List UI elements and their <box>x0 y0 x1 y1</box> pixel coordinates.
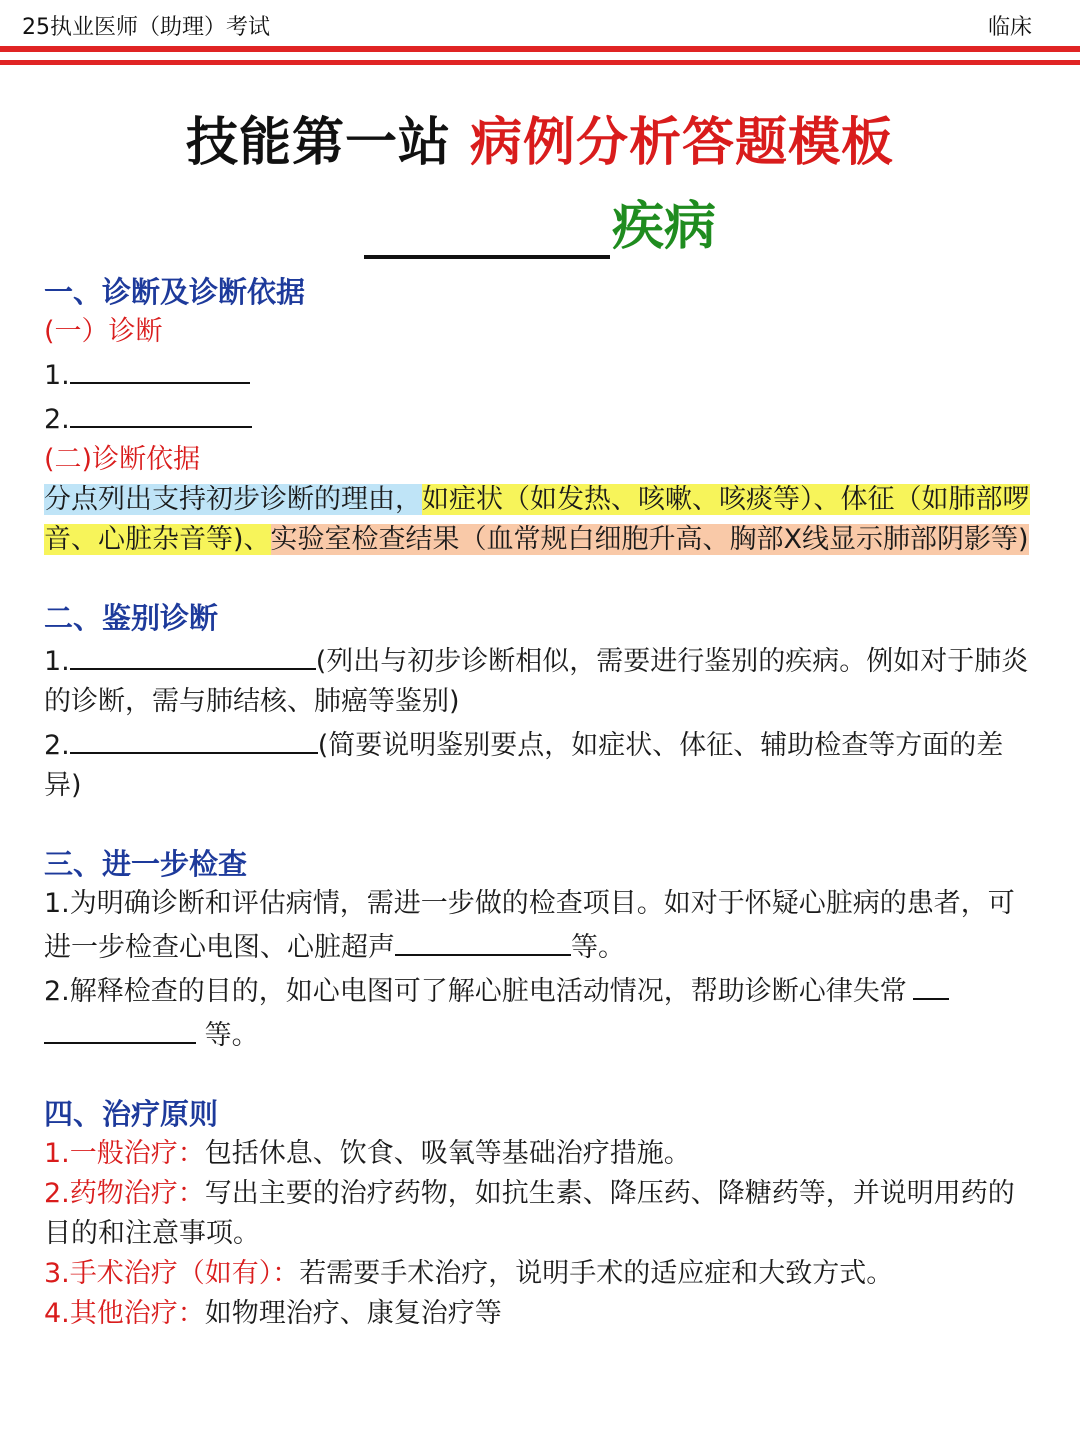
treatment-item-1 <box>44 1134 1036 1174</box>
subject-label: 临床 <box>987 15 1032 40</box>
treatment-item-2-label: 2.药物治疗： <box>44 1178 205 1209</box>
exam-item-2-end: 等。 <box>196 1020 259 1051</box>
title-part2: 病例分析答题模板 <box>470 113 895 173</box>
exam-item-2 <box>44 968 1036 1056</box>
subtitle-disease: 疾病 <box>611 197 716 257</box>
exam-item-2-text: 2.解释检查的目的，如心电图可了解心脏电活动情况，帮助诊断心律失常 <box>44 976 907 1007</box>
differential-item-1 <box>44 638 1036 722</box>
diagnosis-blank-1 <box>70 352 250 384</box>
diagnosis-item-1 <box>44 352 1036 396</box>
differential-blank-2 <box>70 722 318 754</box>
treatment-item-2-text: 写出主要的治疗药物，如抗生素、降压药、降糖药等，并说明用药的目的和注意事项。 <box>44 1178 1015 1249</box>
section3-heading: 三、进一步检查 <box>44 847 248 881</box>
exam-item-1-end: 等。 <box>571 932 625 963</box>
diagnosis-item-2 <box>44 396 1036 440</box>
differential-item-2-text: (简要说明鉴别要点，如症状、体征、辅助检查等方面的差异) <box>44 730 1004 801</box>
exam-label: 25执业医师（助理）考试 <box>22 15 270 40</box>
basis-highlight-orange: 实验室检查结果（血常规白细胞升高、胸部X线显示肺部阴影等) <box>270 524 1029 555</box>
section4-heading: 四、治疗原则 <box>44 1097 219 1131</box>
header-bar <box>0 0 1080 46</box>
section1-heading: 一、诊断及诊断依据 <box>44 275 306 309</box>
treatment-item-4-text: 如物理治疗、康复治疗等 <box>204 1298 502 1329</box>
treatment-item-3 <box>44 1254 1036 1294</box>
differential-item-1-text: (列出与初步诊断相似，需要进行鉴别的疾病。例如对于肺炎的诊断，需与肺结核、肺癌等鉴别) <box>44 646 1029 717</box>
treatment-item-4 <box>44 1294 1036 1334</box>
title-part1: 技能第一站 <box>185 113 471 173</box>
exam-blank-2b <box>44 1012 196 1044</box>
section1-sub2: (二)诊断依据 <box>44 444 201 475</box>
exam-blank-2a <box>913 968 949 1000</box>
diagnosis-basis <box>44 480 1036 560</box>
header-rule-top <box>0 46 1080 52</box>
template-content <box>44 272 1036 1334</box>
treatment-item-3-text: 若需要手术治疗，说明手术的适应症和大致方式。 <box>299 1258 894 1289</box>
diagnosis-item-2-num: 2. <box>44 404 70 435</box>
differential-item-2 <box>44 722 1036 806</box>
section1-sub1: (一）诊断 <box>44 316 163 347</box>
exam-item-1-text: 1.为明确诊断和评估病情，需进一步做的检查项目。如对于怀疑心脏病的患者，可进一步检查心电图、心脏超声 <box>44 888 1015 963</box>
differential-item-2-num: 2. <box>44 730 70 761</box>
treatment-item-2 <box>44 1174 1036 1254</box>
header-rule-bottom <box>0 60 1080 65</box>
treatment-item-3-label: 3.手术治疗（如有）： <box>44 1258 300 1289</box>
differential-item-1-num: 1. <box>44 646 70 677</box>
page-title <box>0 100 1080 175</box>
diagnosis-blank-2 <box>70 396 252 428</box>
disease-blank <box>364 211 610 259</box>
differential-blank-1 <box>70 638 316 670</box>
treatment-item-4-label: 4.其他治疗： <box>44 1298 205 1329</box>
treatment-item-1-label: 1.一般治疗： <box>44 1138 205 1169</box>
page-subtitle <box>0 184 1080 259</box>
basis-highlight-yellow: 如症状（如发热、咳嗽、咳痰等）、体征（如肺部啰音、心脏杂音等)、 <box>44 484 1030 555</box>
basis-highlight-blue: 分点列出支持初步诊断的理由， <box>44 484 422 515</box>
exam-item-1 <box>44 884 1036 968</box>
exam-blank-1 <box>395 924 571 956</box>
section2-heading: 二、鉴别诊断 <box>44 601 219 635</box>
diagnosis-item-1-num: 1. <box>44 360 70 391</box>
treatment-item-1-text: 包括休息、饮食、吸氧等基础治疗措施。 <box>204 1138 691 1169</box>
